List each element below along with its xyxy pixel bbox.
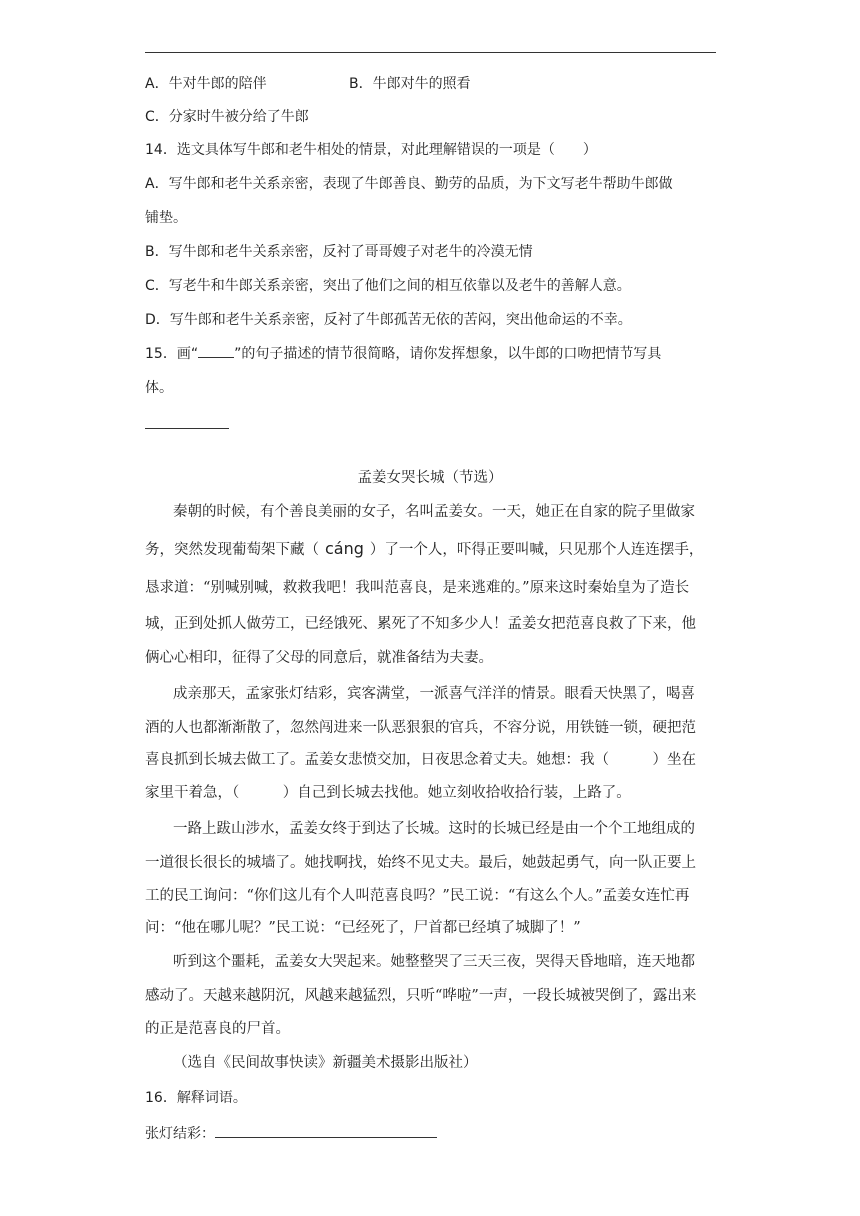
passage-p3-line1: 一路上跋山涉水，孟姜女终于到达了长城。这时的长城已经是由一个个工地组成的 [173,821,695,837]
q13-option-a: A．牛对牛郎的陪伴 [145,76,267,92]
passage-p1-line3: 恳求道：“别喊别喊，救救我吧！我叫范喜良，是来逃难的。”原来这时秦始皇为了造长 [145,580,690,596]
passage-p2-line4: 家里干着急，（ ）自己到长城去找他。她立刻收拾收拾行装，上路了。 [145,785,631,801]
underline-marker [198,357,234,358]
q15-stem [145,344,661,364]
passage-p1-line2a: 务，突然发现葡萄架下藏（ [145,542,319,558]
top-rule [145,52,716,53]
passage-p3-line3: 工的民工询问：“你们这儿有个人叫范喜良吗？”民工说：“有这么个人。”孟姜女连忙再 [145,888,690,904]
answer-rule [145,428,229,429]
q16-stem: 16．解释词语。 [145,1090,247,1106]
passage-source: （选自《民间故事快读》新疆美术摄影出版社） [173,1055,478,1071]
q15-stem-line2: 体。 [145,380,173,396]
passage-p1-line4: 城，正到处抓人做劳工，已经饿死、累死了不知多少人！孟姜女把范喜良救了下来，他 [145,616,696,632]
q14-option-a-line2: 铺垫。 [145,210,187,226]
q14-option-b: B．写牛郎和老牛关系亲密，反衬了哥哥嫂子对老牛的冷漠无情 [145,244,533,260]
q16-term: 张灯结彩： [145,1126,215,1142]
q13-option-b: B．牛郎对牛的照看 [349,76,471,92]
q14-stem: 14．选文具体写牛郎和老牛相处的情景，对此理解错误的一项是（ ） [145,142,597,158]
q13-option-c: C．分家时牛被分给了牛郎 [145,109,309,125]
passage-p3-line4: 问：“他在哪儿呢？”民工说：“已经死了，尸首都已经填了城脚了！” [145,920,581,936]
q16-item [145,1123,437,1144]
q14-option-d: D．写牛郎和老牛关系亲密，反衬了牛郎孤苦无依的苦闷，突出他命运的不幸。 [145,312,632,328]
pinyin: cáng [325,539,364,558]
passage-title: 孟姜女哭长城（节选） [357,470,503,486]
q16-answer-field[interactable] [215,1123,437,1138]
passage-p3-line2: 一道很长很长的城墙了。她找啊找，始终不见丈夫。最后，她鼓起勇气，向一队正要上 [145,855,696,871]
passage-p4-line3: 的正是范喜良的尸首。 [145,1021,290,1037]
passage-p1-line2b: ）了一个人，吓得正要叫喊，只见那个人连连摆手， [369,542,704,558]
passage-p1-line1: 秦朝的时候，有个善良美丽的女子，名叫孟姜女。一天，她正在自家的院子里做家 [173,504,695,520]
q14-option-c: C．写老牛和牛郎关系亲密，突出了他们之间的相互依靠以及老牛的善解人意。 [145,278,631,294]
passage-p1-line5: 俩心心相印，征得了父母的同意后，就准备结为夫妻。 [145,650,493,666]
passage-p2-line2: 酒的人也都渐渐散了，忽然闯进来一队恶狠狠的官兵，不容分说，用铁链一锁，硬把范 [145,720,696,736]
passage-p2-line1: 成亲那天，孟家张灯结彩，宾客满堂，一派喜气洋洋的情景。眼看天快黑了，喝喜 [173,686,695,702]
passage-p4-line1: 听到这个噩耗，孟姜女大哭起来。她整整哭了三天三夜，哭得天昏地暗，连天地都 [173,954,695,970]
passage-p4-line2: 感动了。天越来越阴沉，风越来越猛烈，只听“哗啦”一声，一段长城被哭倒了，露出来 [145,988,697,1004]
passage-p1-line2 [145,539,703,560]
passage-p2-line3: 喜良抓到长城去做工了。孟姜女悲愤交加，日夜思念着丈夫。她想：我（ ）坐在 [145,752,696,768]
q15-stem-post: ”的句子描述的情节很简略，请你发挥想象，以牛郎的口吻把情节写具 [234,346,662,362]
q14-option-a-line1: A．写牛郎和老牛关系亲密，表现了牛郎善良、勤劳的品质，为下文写老牛帮助牛郎做 [145,176,673,192]
q15-stem-pre: 15．画“ [145,346,199,362]
